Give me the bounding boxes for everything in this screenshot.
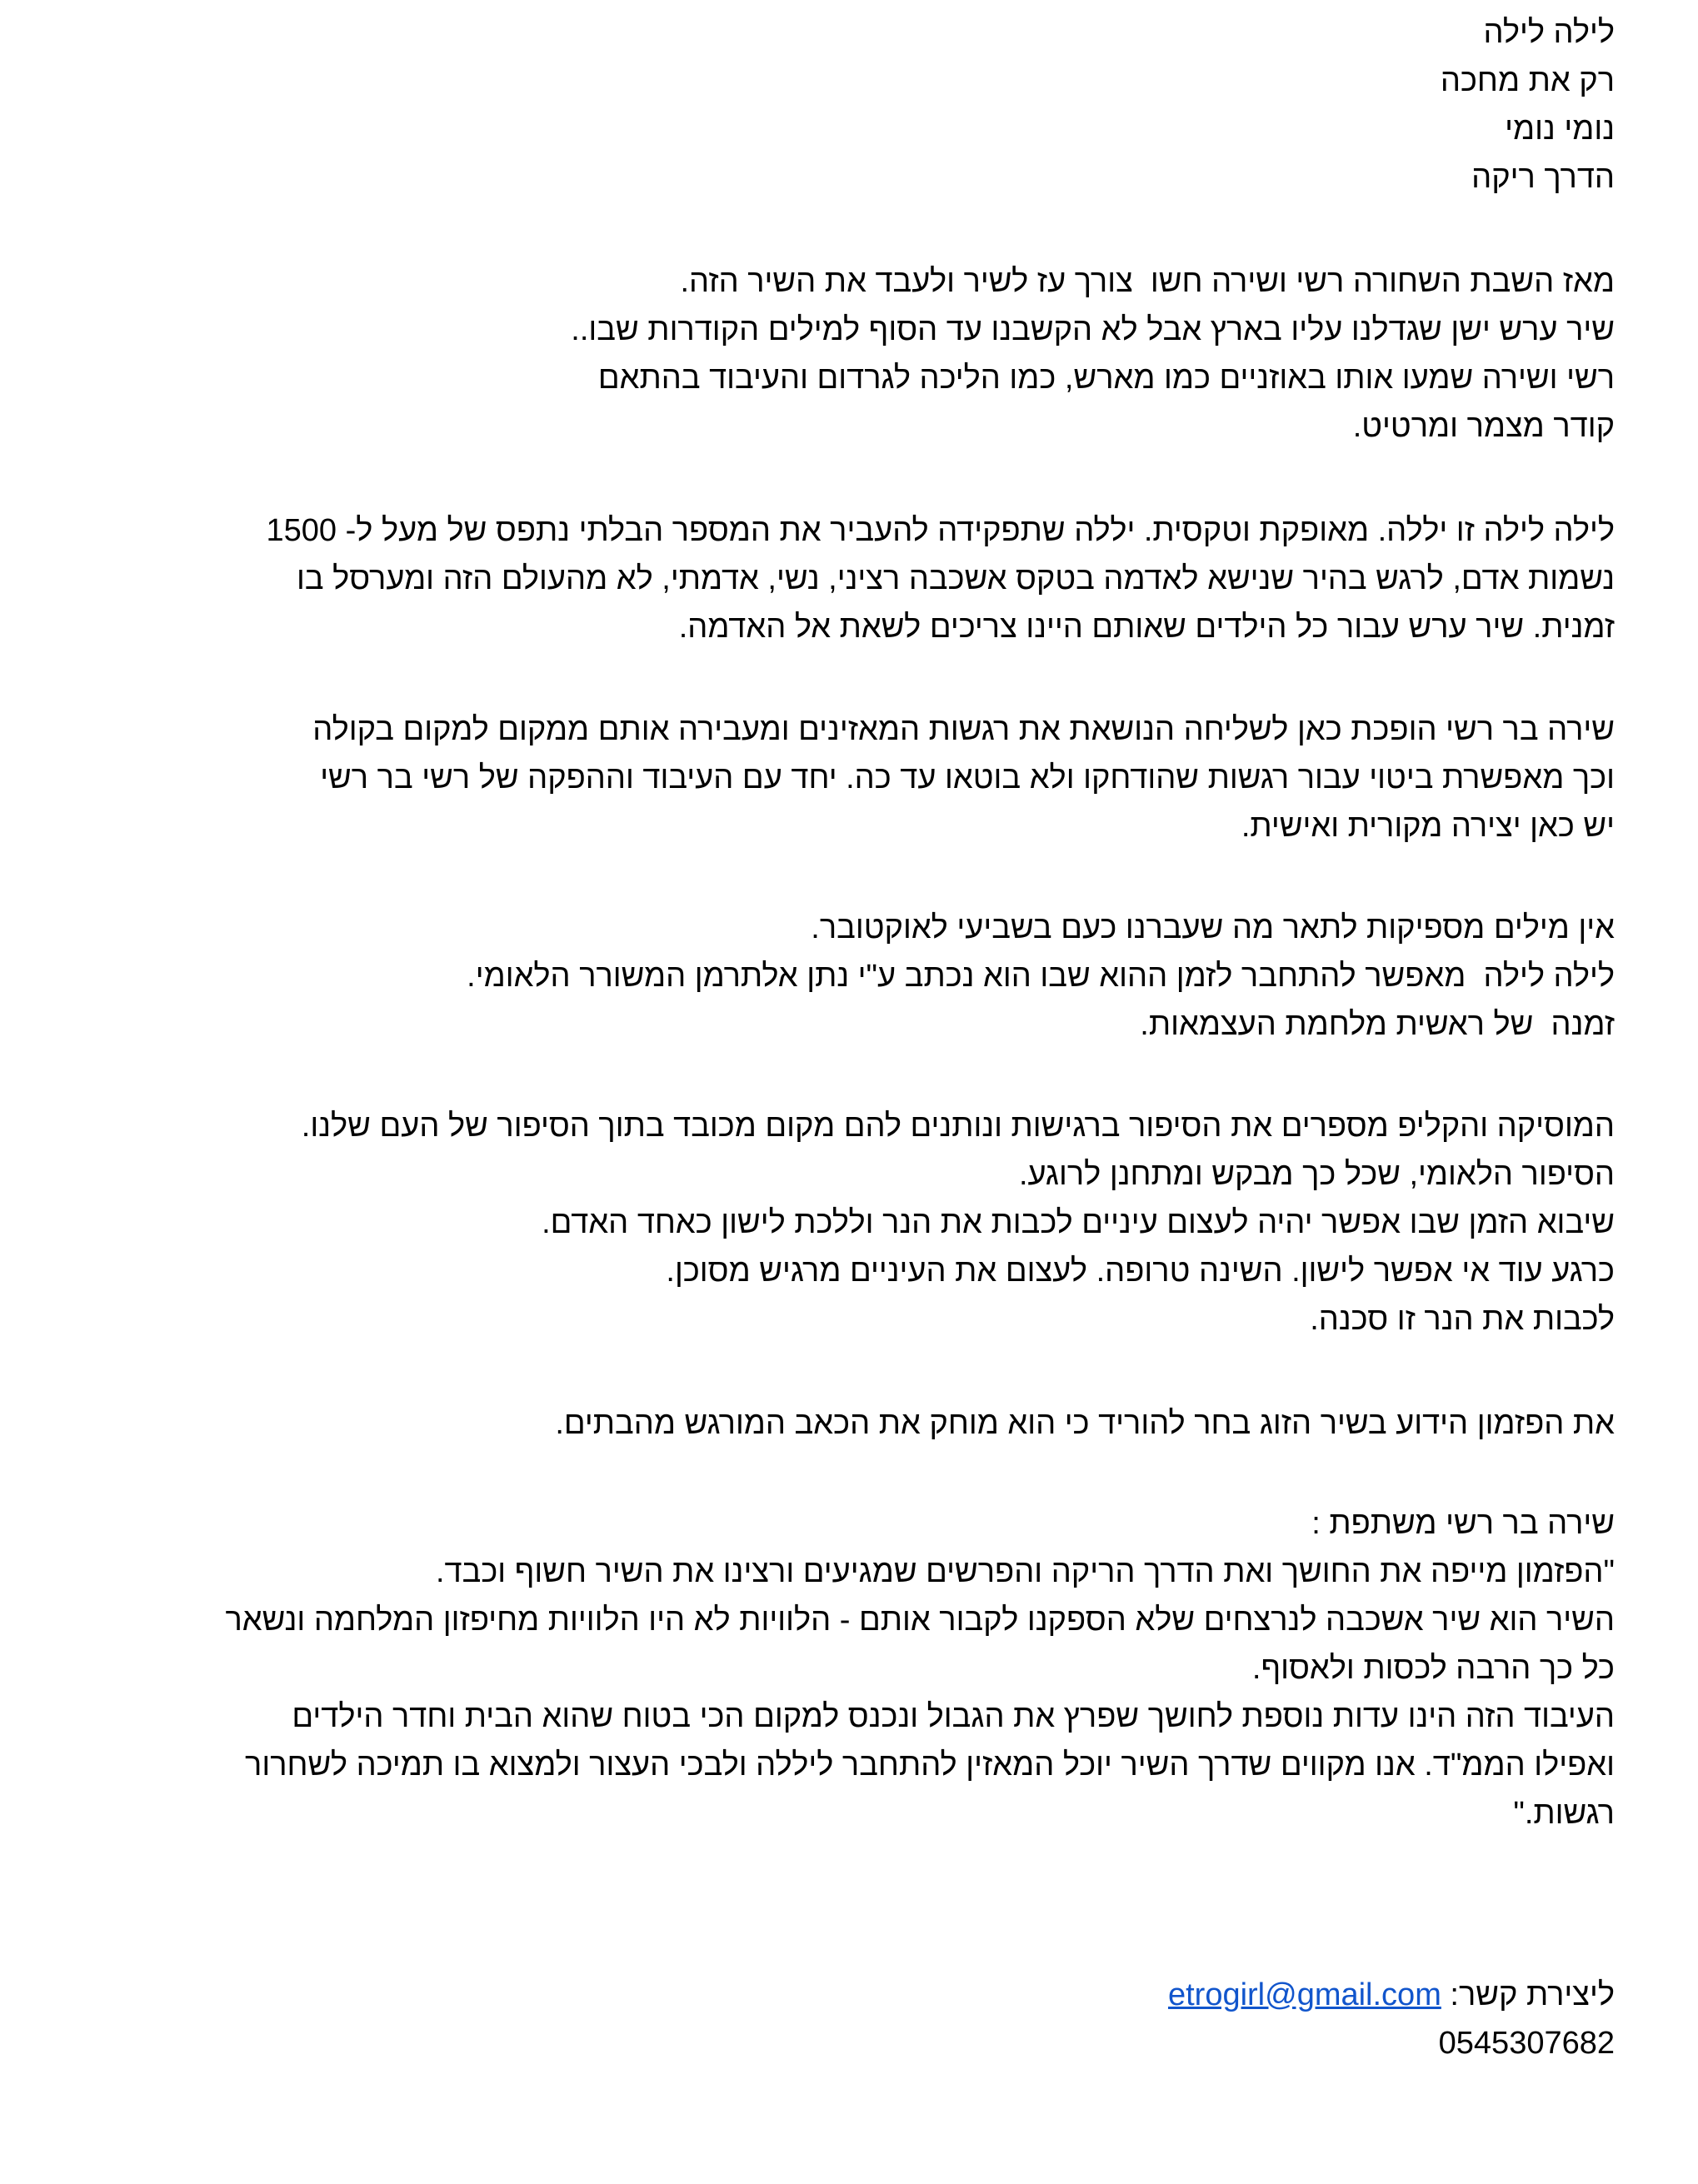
- title-line: רק את מחכה: [1440, 63, 1615, 98]
- title-line: הדרך ריקה: [1471, 160, 1615, 195]
- paragraph-chorus: [48, 1399, 1615, 1448]
- title-line: לילה לילה: [1483, 15, 1615, 50]
- paragraph-line: מאז השבת השחורה רשי ושירה חשו צורך עז לשיר ולעבד את השיר הזה.: [680, 264, 1615, 299]
- paragraph-line: נשמות אדם, לרגש בהיר שנישא לאדמה בטקס אשכבה רציני, נשי, אדמתי, לא מהעולם הזה ומערסל בו: [296, 561, 1615, 596]
- paragraph-line: זמנה של ראשית מלחמת העצמאות.: [1140, 1007, 1615, 1042]
- paragraph-line: רשי ושירה שמעו אותו באוזניים כמו מארש, כמו הליכה לגרדום והעיבוד בהתאם: [597, 361, 1615, 396]
- paragraph-line: אין מילים מספיקות לתאר מה שעברנו כעם בשביעי לאוקטובר.: [811, 910, 1615, 945]
- paragraph-line: קודר מצמר ומרטיט.: [1352, 409, 1615, 444]
- paragraph-line: שיבוא הזמן שבו אפשר יהיה לעצום עיניים לכבות את הנר וללכת לישון כאחד האדם.: [542, 1205, 1615, 1240]
- paragraph-line: לילה לילה מאפשר להתחבר לזמן ההוא שבו הוא נכתב ע"י נתן אלתרמן המשורר הלאומי.: [467, 959, 1615, 994]
- paragraph-line: שירה בר רשי הופכת כאן לשליחה הנושאת את רגשות המאזינים ומעבירה אותם ממקום למקום בקולה: [312, 712, 1615, 747]
- song-title-block: [48, 8, 1615, 202]
- paragraph-line: יש כאן יצירה מקורית ואישית.: [1241, 809, 1615, 844]
- paragraph-line: לילה לילה זו יללה. מאופקת וטקסית. יללה שתפקידה להעביר את המספר הבלתי נתפס של מעל ל- 1500: [266, 513, 1615, 548]
- paragraph-wail: [48, 506, 1615, 651]
- email-link[interactable]: etrogirl@gmail.com: [1167, 1977, 1441, 2012]
- paragraph-line: העיבוד הזה הינו עדות נוספת לחושך שפרץ את הגבול ונכנס למקום הכי בטוח שהוא הבית וחדר הילדים: [292, 1699, 1615, 1734]
- paragraph-music: [48, 1102, 1615, 1344]
- paragraph-line: כרגע עוד אי אפשר לישון. השינה טרופה. לעצום את העיניים מרגיש מסוכן.: [666, 1254, 1615, 1289]
- paragraph-line: שירה בר רשי משתפת :: [1311, 1506, 1615, 1541]
- paragraph-line: וכך מאפשרת ביטוי עבור רגשות שהודחקו ולא בוטאו עד כה. יחד עם העיבוד וההפקה של רשי בר רשי: [320, 760, 1615, 795]
- paragraph-line: הסיפור הלאומי, שכל כך מבקש ומתחנן לרוגע.: [1018, 1157, 1615, 1192]
- contact-block: [48, 1971, 1615, 2067]
- paragraph-line: רגשות.": [1513, 1796, 1615, 1831]
- paragraph-line: ואפילו הממ"ד. אנו מקווים שדרך השיר יוכל המאזין להתחבר ליללה ולבכי העצור ולמצוא בו תמיכה לשחרור: [245, 1748, 1615, 1783]
- paragraph-line: לכבות את הנר זו סכנה.: [1310, 1302, 1615, 1337]
- paragraph-singer: [48, 706, 1615, 850]
- paragraph-line: שיר ערש ישן שגדלנו עליו בארץ אבל לא הקשבנו עד הסוף למילים הקודרות שבו..: [571, 312, 1615, 347]
- paragraph-quote: [48, 1499, 1615, 1837]
- paragraph-origin: [48, 257, 1615, 451]
- paragraph-line: זמנית. שיר ערש עבור כל הילדים שאותם היינו צריכים לשאת אל האדמה.: [678, 610, 1615, 645]
- paragraph-line: כל כך הרבה לכסות ולאסוף.: [1251, 1651, 1615, 1686]
- paragraph-line: "הפזמון מייפה את החושך ואת הדרך הריקה והפרשים שמגיעים ורצינו את השיר חשוף וכבד.: [436, 1554, 1615, 1589]
- paragraph-october: [48, 904, 1615, 1049]
- paragraph-line: השיר הוא שיר אשכבה לנרצחים שלא הספקנו לקבור אותם - הלוויות לא היו הלוויות מחיפזון המלחמה ונשאר: [225, 1603, 1615, 1638]
- phone-number: 0545307682: [1438, 2026, 1615, 2061]
- paragraph-line: המוסיקה והקליפ מספרים את הסיפור ברגישות ונותנים להם מקום מכובד בתוך הסיפור של העם שלנו.: [301, 1109, 1615, 1144]
- contact-line: [48, 1971, 1615, 2019]
- paragraph-line: את הפזמון הידוע בשיר הזוג בחר להוריד כי הוא מוחק את הכאב המורגש מהבתים.: [555, 1406, 1615, 1441]
- title-line: נומי נומי: [1505, 112, 1615, 147]
- contact-label: ליצירת קשר:: [1450, 1977, 1615, 2012]
